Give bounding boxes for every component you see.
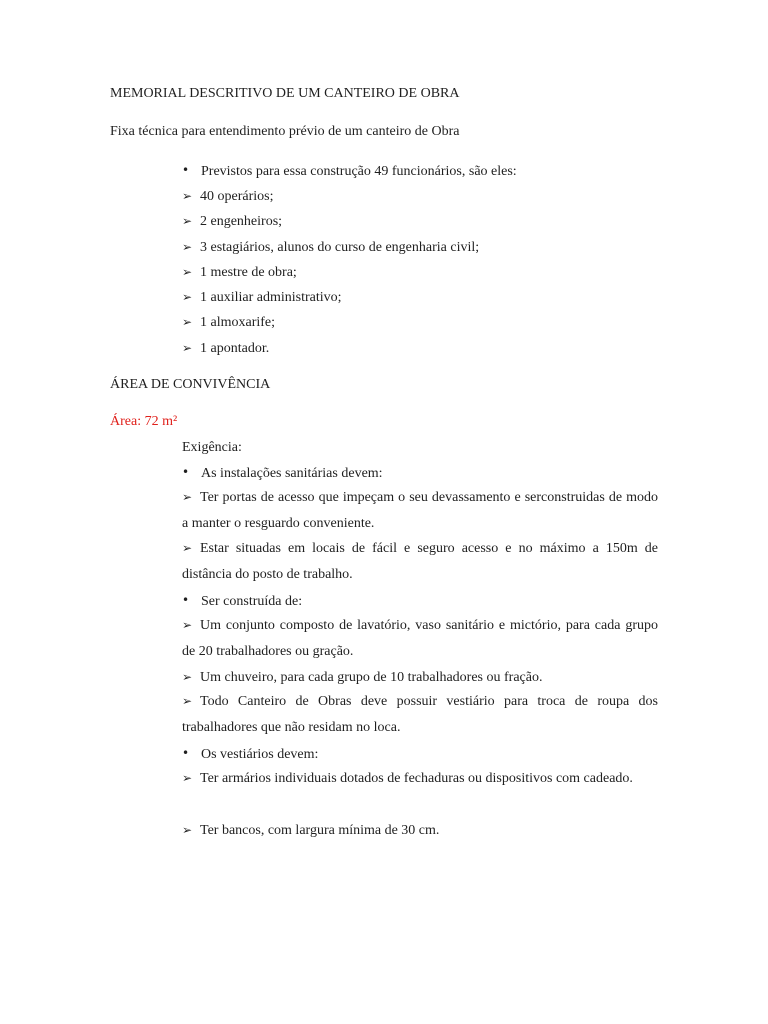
construida-item: ➢ Um chuveiro, para cada grupo de 10 trabalhadores ou fração.	[182, 668, 542, 687]
exigencia-label: Exigência:	[182, 440, 242, 455]
staff-item: ➢ 1 auxiliar administrativo;	[182, 288, 342, 307]
construida-bullet: • Ser construída de:	[182, 592, 302, 611]
sanitarias-item: ➢ Estar situadas em locais de fácil e seguro acesso e no máximo a 150m de distância do posto de trabalho.	[182, 536, 658, 587]
staff-intro-text: Previstos para essa construção 49 funcionários, são eles:	[201, 164, 517, 179]
staff-item: ➢ 2 engenheiros;	[182, 212, 282, 231]
section-heading: ÁREA DE CONVIVÊNCIA	[110, 377, 271, 392]
document-title: MEMORIAL DESCRITIVO DE UM CANTEIRO DE OBRA	[110, 86, 460, 101]
construida-item: ➢ Um conjunto composto de lavatório, vaso sanitário e mictório, para cada grupo de 20 trabalhadores ou gração.	[182, 613, 658, 664]
staff-item: ➢ 1 apontador.	[182, 339, 269, 358]
vestiarios-item: ➢ Ter bancos, com largura mínima de 30 cm.	[182, 821, 439, 840]
vestiarios-bullet: • Os vestiários devem:	[182, 745, 318, 764]
area-label: Área: 72 m²	[110, 414, 178, 429]
sanitarias-bullet: • As instalações sanitárias devem:	[182, 464, 383, 483]
staff-item: ➢ 40 operários;	[182, 187, 273, 206]
document-subtitle: Fixa técnica para entendimento prévio de um canteiro de Obra	[110, 124, 460, 139]
staff-item: ➢ 1 mestre de obra;	[182, 263, 297, 282]
vestiarios-item: ➢ Ter armários individuais dotados de fechaduras ou dispositivos com cadeado.	[182, 766, 658, 792]
construida-item: ➢ Todo Canteiro de Obras deve possuir vestiário para troca de roupa dos trabalhadores que não residam no loca.	[182, 689, 658, 740]
staff-item: ➢ 3 estagiários, alunos do curso de engenharia civil;	[182, 238, 479, 257]
staff-item: ➢ 1 almoxarife;	[182, 313, 275, 332]
staff-intro-bullet	[182, 162, 517, 181]
sanitarias-item: ➢ Ter portas de acesso que impeçam o seu devassamento e serconstruidas de modo a manter o resguardo conveniente.	[182, 485, 658, 536]
